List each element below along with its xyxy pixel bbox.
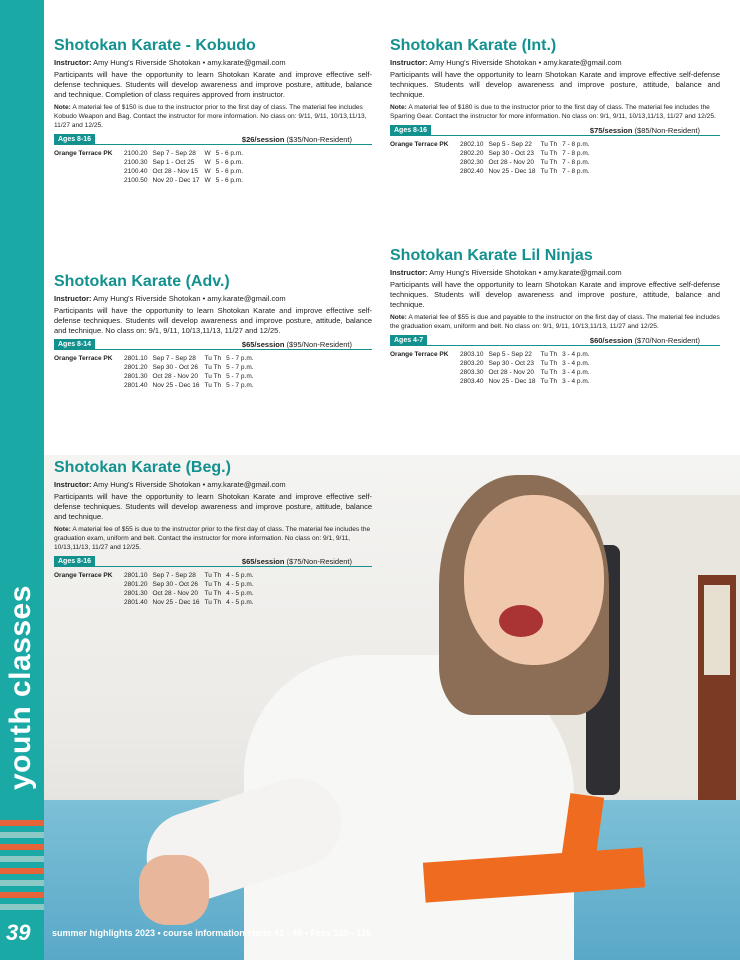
class-title: Shotokan Karate - Kobudo [54,37,256,54]
class-description: Participants will have the opportunity to learn Shotokan Karate and improve effective self-defense techniques. Students will develop awareness and improve posture, attitude, balance and technique. Completion of class requires approved from instructor. [54,70,372,99]
days-cell: Tu Th [204,355,222,362]
class-int [390,36,720,176]
age-badge: Ages 4-7 [390,335,427,346]
price-bar [390,335,720,346]
location-cell [54,176,124,185]
location-cell: Orange Terrace PK [390,141,449,148]
days-cell: Tu Th [204,572,222,579]
age-badge: Ages 8-16 [54,134,95,145]
dates-cell: Sep 7 - Sep 28 [152,572,196,579]
class-beg [54,458,372,607]
time-cell: 7 - 8 p.m. [562,141,590,148]
class-title: Shotokan Karate (Int.) [390,37,557,54]
location-cell [390,149,460,158]
schedule-row [54,580,259,589]
price: $75/session ($85/Non-Resident) [589,125,700,135]
schedule-row [390,368,595,377]
time-cell: 4 - 5 p.m. [226,572,254,579]
schedule-row [390,149,595,158]
time-cell: 4 - 5 p.m. [226,590,254,597]
location-cell: Orange Terrace PK [390,351,449,358]
schedule-row [54,571,259,580]
dates-cell: Nov 20 - Dec 17 [152,177,200,184]
schedule-row [54,372,259,381]
location-cell [54,158,124,167]
page-number: 39 [6,920,31,945]
time-cell: 5 - 6 p.m. [215,150,244,157]
dates-cell: Nov 25 - Dec 18 [488,168,536,175]
dates-cell: Nov 25 - Dec 16 [152,382,200,389]
location-cell [54,372,124,381]
location-cell [390,377,460,386]
location-cell [54,598,124,607]
location-cell [54,363,124,372]
footer-text: summer highlights 2023 • course information starts 41 - 45 • Fees 120 - 125 [52,928,372,938]
schedule-row [54,381,259,390]
dates-cell: Oct 28 - Nov 20 [152,590,199,597]
time-cell: 5 - 7 p.m. [226,364,254,371]
time-cell: 5 - 6 p.m. [215,177,244,184]
course-code-cell: 2801.30 [124,373,148,380]
days-cell: Tu Th [204,590,222,597]
days-cell: Tu Th [204,382,222,389]
location-cell [54,580,124,589]
schedule-row [390,158,595,167]
course-code-cell: 2803.30 [460,369,484,376]
price-bar [54,134,372,145]
days-cell: Tu Th [540,369,558,376]
course-code-cell: 2803.40 [460,378,484,385]
location-cell [390,158,460,167]
class-description: Participants will have the opportunity to learn Shotokan Karate and improve effective self-defense techniques. Students will develop awareness and improve posture, attitude, balance and technique. [54,492,372,521]
class-kobudo [54,36,372,185]
time-cell: 5 - 7 p.m. [226,355,254,362]
price: $26/session ($35/Non-Resident) [241,134,352,144]
schedule-row [54,354,259,363]
schedule-row [390,140,595,149]
dates-cell: Oct 28 - Nov 20 [488,159,535,166]
section-label: youth classes [4,585,37,790]
days-cell: W [204,159,211,166]
schedule-row [54,149,248,158]
time-cell: 4 - 5 p.m. [226,581,254,588]
course-code-cell: 2802.40 [460,168,484,175]
dates-cell: Sep 5 - Sep 22 [488,141,532,148]
class-description: Participants will have the opportunity to learn Shotokan Karate and improve effective self-defense techniques. Students will develop awareness and improve posture, attitude, balance and technique. No class on: 9/1, 9/11, 10/13,11/13, 11/27 and 12/25. [54,306,372,335]
price: $65/session ($75/Non-Resident) [241,556,352,566]
course-code-cell: 2801.30 [124,590,148,597]
time-cell: 5 - 6 p.m. [215,168,244,175]
location-cell [54,381,124,390]
dates-cell: Nov 25 - Dec 16 [152,599,200,606]
location-cell [390,368,460,377]
age-badge: Ages 8-16 [390,125,431,136]
dates-cell: Sep 1 - Oct 25 [152,159,195,166]
time-cell: 5 - 6 p.m. [215,159,244,166]
class-note: Note: A material fee of $180 is due to the instructor prior to the first day of class. The material fee includes the Sparring Gear. Contact the instructor for more information. No class on: 9/1, 9/11, 10/13,11/13, 11/27 and 12/25. [390,104,716,120]
course-code-cell: 2801.20 [124,364,148,371]
schedule-row [54,158,248,167]
instructor-line: Instructor: Amy Hung's Riverside Shotokan • amy.karate@gmail.com [390,268,622,277]
schedule-row [390,359,595,368]
age-badge: Ages 8-16 [54,556,95,567]
class-ninjas [390,246,720,386]
instructor-line: Instructor: Amy Hung's Riverside Shotokan • amy.karate@gmail.com [54,294,286,303]
course-code-cell: 2803.20 [460,360,484,367]
course-code-cell: 2803.10 [460,351,484,358]
dates-cell: Oct 28 - Nov 20 [488,369,535,376]
dates-cell: Sep 5 - Sep 22 [488,351,532,358]
schedule-row [54,589,259,598]
class-note: Note: A material fee of $55 is due to the instructor prior to the first day of class. The material fee includes the graduation exam, uniform and belt. Contact the instructor for more information. No class on: 9/1, 9/11, 10/13,11/13, 11/27 and 12/25. [54,526,371,551]
time-cell: 7 - 8 p.m. [562,168,590,175]
class-description: Participants will have the opportunity to learn Shotokan Karate and improve effective self-defense techniques. Students will develop awareness and improve posture, attitude, balance and technique. [390,70,720,99]
class-adv [54,272,372,390]
time-cell: 7 - 8 p.m. [562,159,590,166]
days-cell: Tu Th [204,364,222,371]
price: $65/session ($95/Non-Resident) [241,339,352,349]
dates-cell: Sep 30 - Oct 26 [152,581,199,588]
course-code-cell: 2801.10 [124,355,148,362]
sidebar [0,0,44,960]
class-note: Note: A material fee of $150 is due to the instructor prior to the first day of class. The material fee includes Kobudo Weapon and Bag. Contact the instructor for more information. No class on: 9/11, 9/11, 10/13,11/13, 11/27 and 12/25. [54,104,367,129]
schedule-row [54,363,259,372]
age-badge: Ages 8-14 [54,339,95,350]
location-cell: Orange Terrace PK [54,572,113,579]
time-cell: 3 - 4 p.m. [562,360,590,367]
course-code-cell: 2802.10 [460,141,484,148]
schedule-table [390,350,595,386]
schedule-row [54,176,248,185]
days-cell: Tu Th [540,168,558,175]
days-cell: Tu Th [540,360,558,367]
schedule-row [54,167,248,176]
time-cell: 5 - 7 p.m. [226,373,254,380]
schedule-row [390,350,595,359]
days-cell: W [204,177,211,184]
days-cell: W [204,168,211,175]
sidebar-stripes [0,820,44,910]
location-cell: Orange Terrace PK [54,355,113,362]
days-cell: Tu Th [540,159,558,166]
class-description: Participants will have the opportunity to learn Shotokan Karate and improve effective self-defense techniques. Students will develop awareness and improve posture, attitude, balance and technique. [390,280,720,309]
dates-cell: Sep 7 - Sep 28 [152,150,196,157]
price: $60/session ($70/Non-Resident) [589,335,700,345]
location-cell [54,167,124,176]
dates-cell: Sep 30 - Oct 23 [488,150,535,157]
days-cell: Tu Th [540,351,558,358]
class-note: Note: A material fee of $55 is due and payable to the instructor on the first day of class. The material fee includes the graduation exam, uniform and belt. No class on: 9/1, 9/11, 10/13,11/13, 11/27 and 12/25. [390,314,720,330]
days-cell: Tu Th [540,141,558,148]
course-code-cell: 2801.40 [124,599,148,606]
schedule-table [54,354,259,390]
location-cell [54,589,124,598]
dates-cell: Sep 30 - Oct 23 [488,360,535,367]
course-code-cell: 2100.20 [124,150,148,157]
course-code-cell: 2100.30 [124,159,148,166]
time-cell: 7 - 8 p.m. [562,150,590,157]
schedule-table [54,571,259,607]
days-cell: Tu Th [204,581,222,588]
price-bar [390,125,720,136]
time-cell: 3 - 4 p.m. [562,369,590,376]
days-cell: W [204,150,211,157]
dates-cell: Nov 25 - Dec 18 [488,378,536,385]
dates-cell: Sep 7 - Sep 28 [152,355,196,362]
class-title: Shotokan Karate Lil Ninjas [390,247,593,264]
time-cell: 5 - 7 p.m. [226,382,254,389]
days-cell: Tu Th [540,150,558,157]
time-cell: 3 - 4 p.m. [562,351,590,358]
days-cell: Tu Th [204,373,222,380]
price-bar [54,339,372,350]
course-code-cell: 2801.20 [124,581,148,588]
time-cell: 4 - 5 p.m. [226,599,254,606]
course-code-cell: 2100.50 [124,177,148,184]
schedule-table [54,149,248,185]
instructor-line: Instructor: Amy Hung's Riverside Shotokan • amy.karate@gmail.com [54,480,286,489]
price-bar [54,556,372,567]
course-code-cell: 2802.30 [460,159,484,166]
instructor-line: Instructor: Amy Hung's Riverside Shotokan • amy.karate@gmail.com [54,58,286,67]
location-cell [390,359,460,368]
instructor-line: Instructor: Amy Hung's Riverside Shotokan • amy.karate@gmail.com [390,58,622,67]
days-cell: Tu Th [204,599,222,606]
course-code-cell: 2100.40 [124,168,148,175]
class-title: Shotokan Karate (Adv.) [54,273,230,290]
class-title: Shotokan Karate (Beg.) [54,459,231,476]
course-code-cell: 2802.20 [460,150,484,157]
course-code-cell: 2801.10 [124,572,148,579]
dates-cell: Sep 30 - Oct 26 [152,364,199,371]
schedule-row [54,598,259,607]
time-cell: 3 - 4 p.m. [562,378,590,385]
course-code-cell: 2801.40 [124,382,148,389]
schedule-row [390,167,595,176]
location-cell [390,167,460,176]
dates-cell: Oct 28 - Nov 20 [152,373,199,380]
location-cell: Orange Terrace PK [54,150,113,157]
schedule-table [390,140,595,176]
dates-cell: Oct 28 - Nov 15 [152,168,199,175]
days-cell: Tu Th [540,378,558,385]
schedule-row [390,377,595,386]
